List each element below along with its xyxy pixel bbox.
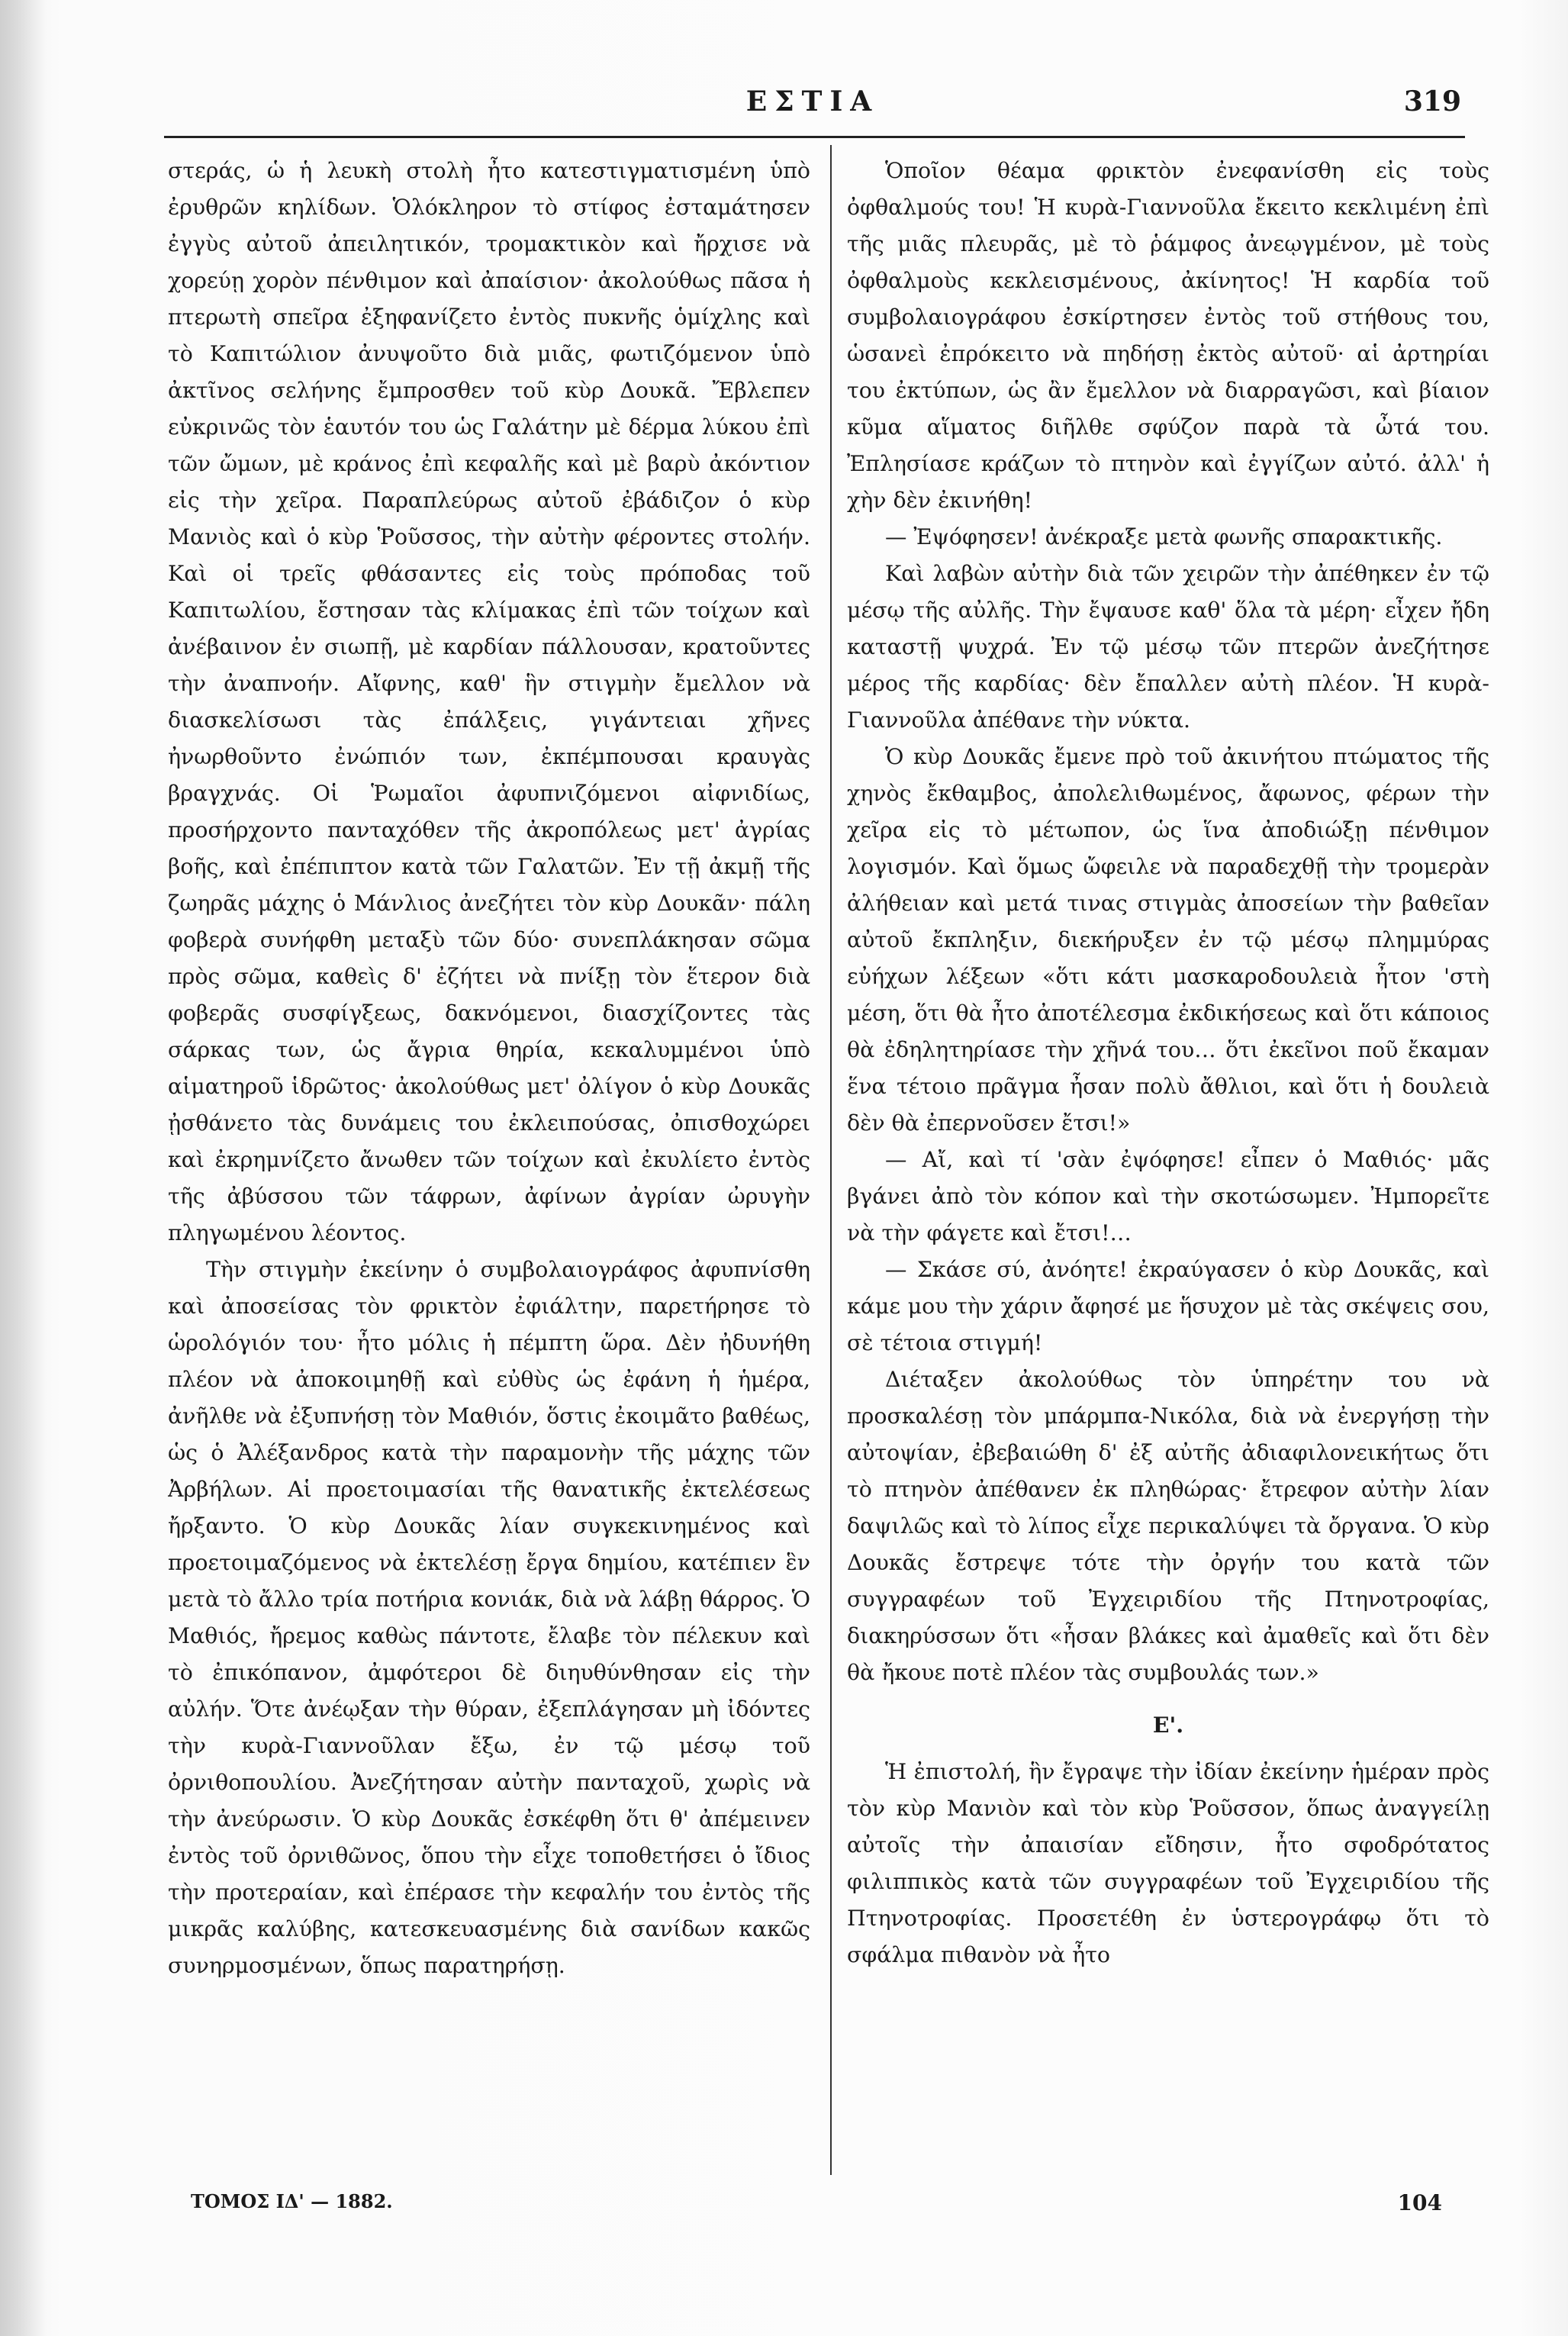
dialogue-line: — Αἴ, καὶ τί 'σὰν ἐψόφησε! εἶπεν ὁ Μαθιός· μᾶς βγάνει ἀπὸ τὸν κόπον καὶ τὴν σκοτώσωμεν. Ἠμπορεῖτε νὰ τὴν φάγετε καὶ ἔτσι!… — [847, 1147, 1489, 1245]
section-number: Ε'. — [1152, 1712, 1184, 1738]
header-rule — [164, 136, 1465, 138]
page-footer — [191, 2190, 1442, 2221]
paragraph: Καὶ λαβὼν αὐτὴν διὰ τῶν χειρῶν τὴν ἀπέθηκεν ἐν τῷ μέσῳ τῆς αὐλῆς. Τὴν ἔψαυσε καθ' ὅλα τὰ μέρη· εἶχεν ἤδη καταστῇ ψυχρά. Ἐν τῷ μέσῳ τῶν πτερῶν ἀνεζήτησε μέρος τῆς καρδίας· δὲν ἔπαλλεν αὐτὴ πλέον. Ἡ κυρὰ-Γιαννοῦλα ἀπέθανε τὴν νύκτα. — [847, 561, 1489, 733]
paragraph: Τὴν στιγμὴν ἐκείνην ὁ συμβολαιογράφος ἀφυπνίσθη καὶ ἀποσείσας τὸν φρικτὸν ἐφιάλτην, παρετήρησε τὸ ὡρολόγιόν του· ἦτο μόλις ἡ πέμπτη ὥρα. Δὲν ἠδυνήθη πλέον νὰ ἀποκοιμηθῇ καὶ εὐθὺς ὡς ἐφάνη ἡ ἡμέρα, ἀνῆλθε νὰ ἐξυπνήσῃ τὸν Μαθιόν, ὅστις ἐκοιμᾶτο βαθέως, ὡς ὁ Ἀλέξανδρος κατὰ τὴν παραμονὴν τῆς μάχης τῶν Ἀρβήλων. Αἱ προετοιμασίαι τῆς θανατικῆς ἐκτελέσεως ἤρξαντο. Ὁ κὺρ Δουκᾶς λίαν συγκεκινημένος καὶ προετοιμαζόμενος νὰ ἐκτελέσῃ ἔργα δημίου, κατέπιεν ἓν μετὰ τὸ ἄλλο τρία ποτήρια κονιάκ, διὰ νὰ λάβῃ θάρρος. Ὁ Μαθιός, ἤρεμος καθὼς πάντοτε, ἔλαβε τὸν πέλεκυν καὶ τὸ ἐπικόπανον, ἀμφότεροι δὲ διηυθύνθησαν εἰς τὴν αὐλήν. Ὅτε ἀνέῳξαν τὴν θύραν, ἐξεπλάγησαν μὴ ἰδόντες τὴν κυρὰ-Γιαννοῦλαν ἔξω, ἐν τῷ μέσῳ τοῦ ὀρνιθοπουλίου. Ἀνεζήτησαν αὐτὴν πανταχοῦ, χωρὶς νὰ τὴν ἀνεύρωσιν. Ὁ κὺρ Δουκᾶς ἐσκέφθη ὅτι θ' ἀπέμεινεν ἐντὸς τοῦ ὀρνιθῶνος, ὅπου τὴν εἶχε τοποθετήσει ὁ ἴδιος τὴν προτεραίαν, καὶ ἐπέρασε τὴν κεφαλήν του ἐντὸς τῆς μικρᾶς καλύβης, κατεσκευασμένης διὰ σανίδων κακῶς συνηρμοσμένων, ὅπως παρατηρήσῃ. — [168, 1257, 810, 1978]
binding-shadow — [0, 0, 46, 2336]
dialogue-line: — Ἐψόφησεν! ἀνέκραξε μετὰ φωνῆς σπαρακτικῆς. — [885, 524, 1443, 549]
dialogue-line: — Σκάσε σύ, ἀνόητε! ἐκραύγασεν ὁ κὺρ Δουκᾶς, καὶ κάμε μου τὴν χάριν ἄφησέ με ἥσυχον μὲ τὰς σκέψεις σου, σὲ τέτοια στιγμή! — [847, 1257, 1489, 1355]
running-header — [164, 85, 1461, 131]
signature-mark: 104 — [1397, 2190, 1442, 2215]
journal-title: ΕΣΤΙΑ — [745, 85, 880, 118]
paragraph: Διέταξεν ἀκολούθως τὸν ὑπηρέτην του νὰ προσκαλέσῃ τὸν μπάρμπα-Νικόλα, διὰ νὰ ἐνεργήσῃ τὴν αὐτοψίαν, ἐβεβαιώθη δ' ἐξ αὐτῆς ἀδιαφιλονεικήτως ὅτι τὸ πτηνὸν ἀπέθανεν ἐκ πληθώρας· ἔτρεφον αὐτὴν λίαν δαψιλῶς καὶ τὸ λίπος εἶχε περικαλύψει τὰ ὄργανα. Ὁ κὺρ Δουκᾶς ἔστρεψε τότε τὴν ὀργήν του κατὰ τῶν συγγραφέων τοῦ Ἐγχειριδίου τῆς Πτηνοτροφίας, διακηρύσσων ὅτι «ἦσαν βλάκες καὶ ἀμαθεῖς καὶ ὅτι δὲν θὰ ἤκουε ποτὲ πλέον τὰς συμβουλάς των.» — [847, 1367, 1489, 1685]
left-column — [168, 153, 810, 2167]
column-divider — [830, 145, 832, 2175]
paragraph: Ὁποῖον θέαμα φρικτὸν ἐνεφανίσθη εἰς τοὺς ὀφθαλμούς του! Ἡ κυρὰ-Γιαννοῦλα ἔκειτο κεκλιμένη ἐπὶ τῆς μιᾶς πλευρᾶς, μὲ τὸ ῥάμφος ἀνεῳγμένον, μὲ τοὺς ὀφθαλμοὺς κεκλεισμένους, ἀκίνητος! Ἡ καρδία τοῦ συμβολαιογράφου ἐσκίρτησεν ἐντὸς τοῦ στήθους του, ὡσανεὶ ἐπρόκειτο νὰ πηδήσῃ ἐκτὸς αὐτοῦ· αἱ ἀρτηρίαι του ἐκτύπων, ὡς ἂν ἔμελλον νὰ διαρραγῶσι, καὶ βίαιον κῦμα αἵματος διῆλθε σφύζον παρὰ τὰ ὦτά του. Ἐπλησίασε κράζων τὸ πτηνὸν καὶ ἐγγίζων αὐτό. ἀλλ' ἡ χὴν δὲν ἐκινήθη! — [847, 158, 1489, 513]
volume-line: ΤΟΜΟΣ ΙΔ' — 1882. — [191, 2190, 393, 2212]
paragraph: Ἡ ἐπιστολή, ἣν ἔγραψε τὴν ἰδίαν ἐκείνην ἡμέραν πρὸς τὸν κὺρ Μανιὸν καὶ τὸν κὺρ Ῥοῦσσον, ὅπως ἀναγγείλῃ αὐτοῖς τὴν ἀπαισίαν εἴδησιν, ἦτο σφοδρότατος φιλιππικὸς κατὰ τῶν συγγραφέων τοῦ Ἐγχειριδίου τῆς Πτηνοτροφίας. Προσετέθη ἐν ὑστερογράφῳ ὅτι τὸ σφάλμα πιθανὸν νὰ ἦτο — [847, 1759, 1489, 1967]
page-number: 319 — [1403, 85, 1461, 118]
paragraph: Ὁ κὺρ Δουκᾶς ἔμενε πρὸ τοῦ ἀκινήτου πτώματος τῆς χηνὸς ἔκθαμβος, ἀπολελιθωμένος, ἄφωνος, φέρων τὴν χεῖρα εἰς τὸ μέτωπον, ὡς ἵνα ἀποδιώξῃ πένθιμον λογισμόν. Καὶ ὅμως ὤφειλε νὰ παραδεχθῇ τὴν τρομερὰν ἀλήθειαν καὶ μετά τινας στιγμὰς ἀποσείων τὴν βαθεῖαν αὐτοῦ ἔκπληξιν, διεκήρυξεν ἐν τῷ μέσῳ πλημμύρας εὐήχων λέξεων «ὅτι κάτι μασκαροδουλειὰ ἦτον 'στὴ μέση, ὅτι θὰ ἦτο ἀποτέλεσμα ἐκδικήσεως καὶ ὅτι κάποιος θὰ ἐδηλητηρίασε τὴν χῆνά του… ὅτι ἐκεῖνοι ποῦ ἔκαμαν ἕνα τέτοιο πρᾶγμα ἦσαν πολὺ ἄθλιοι, καὶ ὅτι ἡ δουλειὰ δὲν θὰ ἐπερνοῦσεν ἔτσι!» — [847, 744, 1489, 1136]
paragraph: στεράς, ὡ ἡ λευκὴ στολὴ ἦτο κατεστιγματισμένη ὑπὸ ἐρυθρῶν κηλίδων. Ὁλόκληρον τὸ στίφος ἐσταμάτησεν ἐγγὺς αὐτοῦ ἀπειλητικόν, τρομακτικὸν καὶ ἤρχισε νὰ χορεύῃ χορὸν πένθιμον καὶ ἀπαίσιον· ἀκολούθως πᾶσα ἡ πτερωτὴ σπεῖρα ἐξηφανίζετο ἐντὸς πυκνῆς ὁμίχλης καὶ τὸ Καπιτώλιον ἀνυψοῦτο διὰ μιᾶς, φωτιζόμενον ὑπὸ ἀκτῖνος σελήνης ἔμπροσθεν τοῦ κὺρ Δουκᾶ. Ἔβλεπεν εὐκρινῶς τὸν ἑαυτόν του ὡς Γαλάτην μὲ δέρμα λύκου ἐπὶ τῶν ὤμων, μὲ κράνος ἐπὶ κεφαλῆς καὶ μὲ βαρὺ ἀκόντιον εἰς τὴν χεῖρα. Παραπλεύρως αὐτοῦ ἐβάδιζον ὁ κὺρ Μανιὸς καὶ ὁ κὺρ Ῥοῦσσος, τὴν αὐτὴν φέροντες στολήν. Καὶ οἱ τρεῖς φθάσαντες εἰς τοὺς πρόποδας τοῦ Καπιτωλίου, ἔστησαν τὰς κλίμακας ἐπὶ τῶν τοίχων καὶ ἀνέβαινον ἐν σιωπῇ, μὲ καρδίαν πάλλουσαν, κρατοῦντες τὴν ἀναπνοήν. Αἴφνης, καθ' ἣν στιγμὴν ἔμελλον νὰ διασκελίσωσι τὰς ἐπάλξεις, γιγάντειαι χῆνες ἠνωρθοῦντο ἐνώπιόν των, ἐκπέμπουσαι κραυγὰς βραγχνάς. Οἱ Ῥωμαῖοι ἀφυπνιζόμενοι αἰφνιδίως, προσήρχοντο πανταχόθεν τῆς ἀκροπόλεως μετ' ἀγρίας βοῆς, καὶ ἐπέπιπτον κατὰ τῶν Γαλατῶν. Ἐν τῇ ἀκμῇ τῆς ζωηρᾶς μάχης ὁ Μάνλιος ἀνεζήτει τὸν κὺρ Δουκᾶν· πάλη φοβερὰ συνήφθη μεταξὺ τῶν δύο· συνεπλάκησαν σῶμα πρὸς σῶμα, καθεὶς δ' ἐζήτει νὰ πνίξῃ τὸν ἕτερον διὰ φοβερᾶς συσφίγξεως, δακνόμενοι, διασχίζοντες τὰς σάρκας των, ὡς ἄγρια θηρία, κεκαλυμμένοι ὑπὸ αἱματηροῦ ἱδρῶτος· ἀκολούθως μετ' ὀλίγον ὁ κὺρ Δουκᾶς ᾐσθάνετο τὰς δυνάμεις του ἐκλειπούσας, ὀπισθοχώρει καὶ ἐκρημνίζετο ἄνωθεν τῶν τοίχων καὶ ἐκυλίετο ἐντὸς τῆς ἀβύσσου τῶν τάφρων, ἀφίνων ἀγρίαν ὠρυγὴν πληγωμένου λέοντος. — [168, 158, 810, 1245]
right-column — [847, 153, 1489, 2167]
